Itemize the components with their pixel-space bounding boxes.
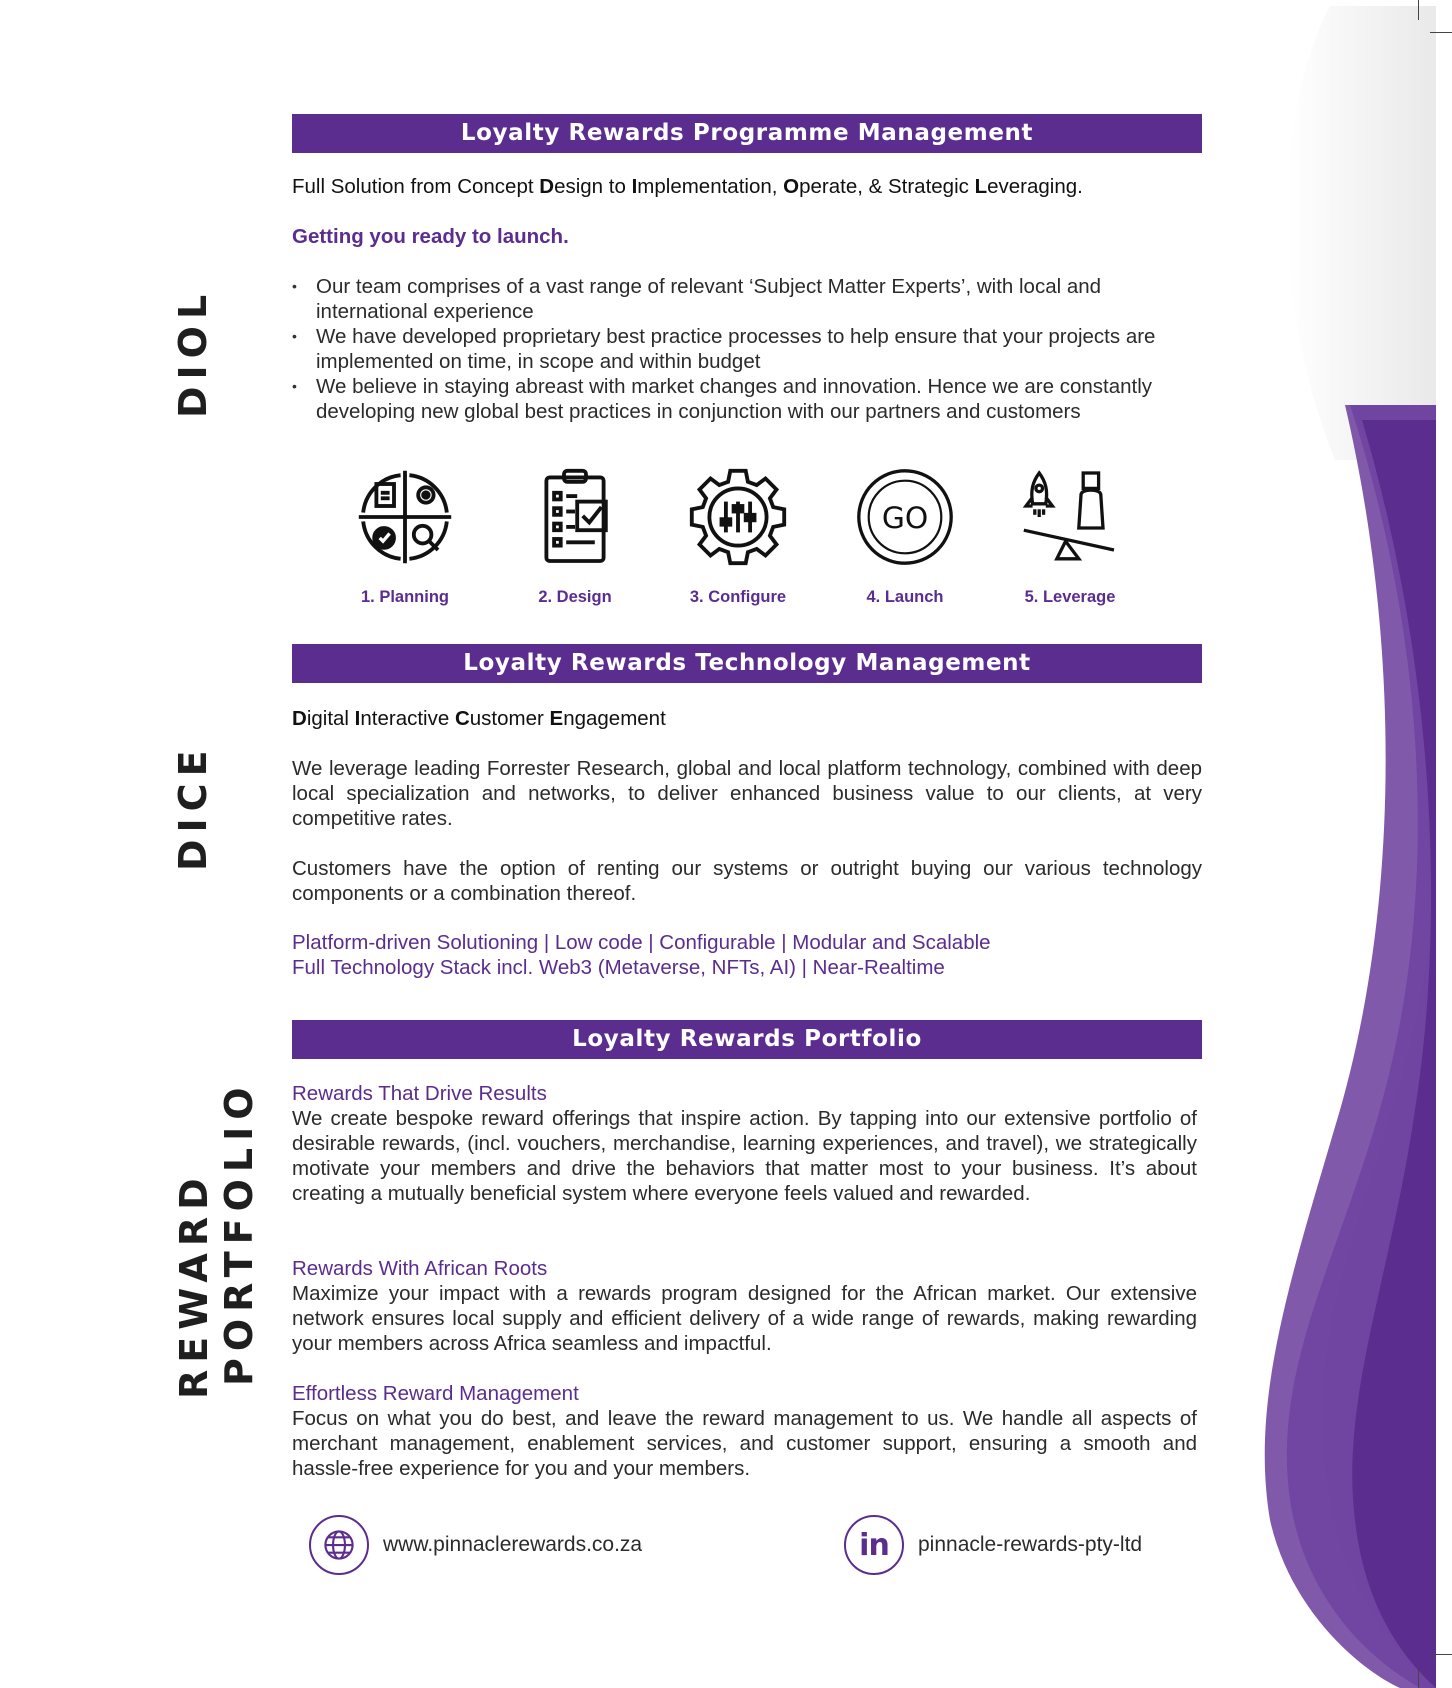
crop-mark xyxy=(1418,1668,1419,1688)
acronym-part: ngagement xyxy=(563,707,666,730)
tagline-initial: I xyxy=(631,175,638,198)
portfolio-heading: Effortless Reward Management xyxy=(292,1382,579,1405)
leverage-seesaw-icon xyxy=(1015,462,1125,572)
section2-acronym xyxy=(292,706,1202,731)
acronym-part: nteractive xyxy=(360,707,455,730)
bullet-item: • We believe in staying abreast with market changes and innovation. Hence we are constantly developing new global best practices in conjunction with our partners and customers xyxy=(292,374,1192,424)
acronym-part: ustomer xyxy=(469,707,550,730)
crop-mark xyxy=(1430,32,1452,33)
section2-highlight: Platform-driven Solutioning | Low code | Configurable | Modular and Scalable xyxy=(292,931,991,954)
linkedin-link[interactable]: pinnacle-rewards-pty-ltd xyxy=(918,1533,1143,1556)
design-checklist-icon xyxy=(520,462,630,572)
step-label: 5. Leverage xyxy=(1024,588,1116,606)
bullet-item: • Our team comprises of a vast range of relevant ‘Subject Matter Experts’, with local and international experience xyxy=(292,274,1192,324)
tagline-part: perate, & Strategic xyxy=(799,175,975,198)
crop-mark xyxy=(1430,1654,1452,1655)
acronym-initial: C xyxy=(454,707,470,730)
tagline-part: mplementation, xyxy=(637,175,784,198)
step-label: 4. Launch xyxy=(866,588,944,606)
side-label-diol: DIOL xyxy=(171,287,215,418)
step-launch xyxy=(840,462,970,612)
acronym-part: igital xyxy=(306,707,355,730)
section2-paragraph: We leverage leading Forrester Research, global and local platform technology, combined with deep local specialization and networks, to deliver enhanced business value to our clients, at very competitive rates. xyxy=(292,757,1202,830)
tagline-initial: L xyxy=(974,175,988,198)
tagline-part: esign to xyxy=(554,175,632,198)
portfolio-body: Maximize your impact with a rewards program designed for the African market. Our extensive network ensures local supply and efficient delivery of a wide range of rewards, making rewarding your members across Africa seamless and impactful. xyxy=(292,1282,1197,1355)
process-steps xyxy=(340,462,1200,612)
configure-gear-icon xyxy=(683,462,793,572)
tagline-part: everaging. xyxy=(987,175,1083,198)
go-text: GO xyxy=(881,501,929,536)
acronym-initial: E xyxy=(549,707,564,730)
side-label-reward: REWARD xyxy=(172,1171,216,1399)
planning-icon xyxy=(350,462,460,572)
step-label: 2. Design xyxy=(538,588,612,606)
section1-tagline xyxy=(292,174,1202,199)
footer-website[interactable] xyxy=(309,1515,642,1575)
side-label-dice: DICE xyxy=(171,743,215,871)
acronym-initial: I xyxy=(354,707,361,730)
section-band-programme-management: Loyalty Rewards Programme Management xyxy=(292,114,1202,153)
step-label: 3. Configure xyxy=(689,588,787,606)
portfolio-heading: Rewards With African Roots xyxy=(292,1257,548,1280)
section-band-technology-management: Loyalty Rewards Technology Management xyxy=(292,644,1202,683)
tagline-part: Full Solution from Concept xyxy=(292,175,540,198)
step-design xyxy=(510,462,640,612)
launch-go-icon xyxy=(850,462,960,572)
portfolio-heading: Rewards That Drive Results xyxy=(292,1082,547,1105)
linkedin-icon xyxy=(844,1515,904,1575)
step-planning xyxy=(340,462,470,612)
footer-linkedin[interactable] xyxy=(844,1515,1142,1575)
step-label: 1. Planning xyxy=(360,588,449,606)
globe-icon xyxy=(309,1515,369,1575)
section2-highlight: Full Technology Stack incl. Web3 (Metaverse, NFTs, AI) | Near-Realtime xyxy=(292,956,945,979)
tagline-initial: O xyxy=(783,175,800,198)
section1-bullet-list xyxy=(292,274,1192,424)
section1-subheading: Getting you ready to launch. xyxy=(292,225,569,248)
step-configure xyxy=(673,462,803,612)
crop-mark xyxy=(1418,0,1419,20)
portfolio-body: Focus on what you do best, and leave the reward management to us. We handle all aspects of merchant management, enablement services, and customer support, ensuring a smooth and hassle-free experience for you and your members. xyxy=(292,1407,1197,1480)
tagline-initial: D xyxy=(539,175,555,198)
linkedin-glyph: in xyxy=(859,1527,889,1563)
section-band-portfolio: Loyalty Rewards Portfolio xyxy=(292,1020,1202,1059)
portfolio-body: We create bespoke reward offerings that inspire action. By tapping into our extensive portfolio of desirable rewards, (incl. vouchers, merchandise, learning experiences, and travel), we strategically motivate your members and drive the behaviors that matter most to your business. It’s about creating a mutually beneficial system where everyone feels valued and rewarded. xyxy=(292,1107,1197,1205)
section2-paragraph: Customers have the option of renting our systems or outright buying our various technology components or a combination thereof. xyxy=(292,857,1202,905)
step-leverage xyxy=(1005,462,1135,612)
bullet-item: • We have developed proprietary best practice processes to help ensure that your projects are implemented on time, in scope and within budget xyxy=(292,324,1192,374)
website-link[interactable]: www.pinnaclerewards.co.za xyxy=(383,1533,643,1556)
acronym-initial: D xyxy=(292,707,307,730)
side-label-portfolio: PORTFOLIO xyxy=(217,1080,261,1386)
